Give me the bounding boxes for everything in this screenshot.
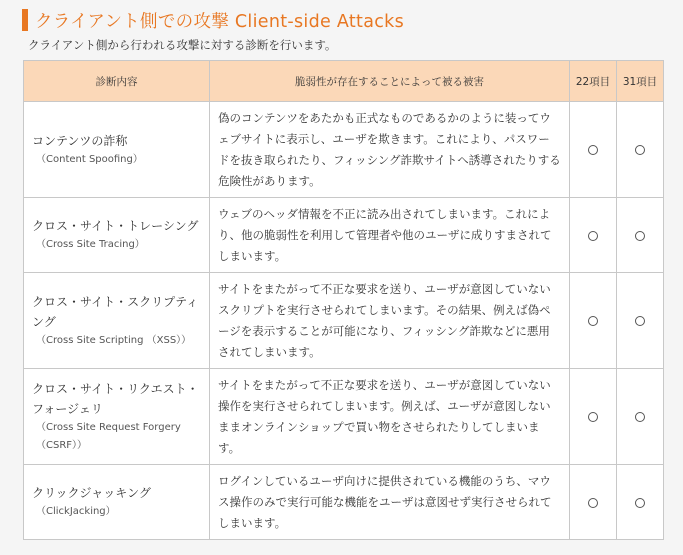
attack-name-en: （Cross Site Tracing） bbox=[36, 239, 145, 250]
included-circle-icon bbox=[635, 498, 645, 508]
included-circle-icon bbox=[635, 145, 645, 155]
heading-accent-bar bbox=[22, 9, 28, 31]
attack-description: サイトをまたがって不正な要求を送り、ユーザが意図していない操作を実行させられてしまいます。例えば、ユーザが意図しないままオンラインショップで買い物をさせられたりしてしまいます。 bbox=[210, 369, 570, 465]
section-title: クライアント側での攻撃 Client-side Attacks bbox=[35, 11, 404, 32]
attack-description: 偽のコンテンツをあたかも正式なものであるかのように装ってウェブサイトに表示し、ユーザを欺きます。これにより、パスワードを抜き取られたり、フィッシング詐欺サイトへ誘導されたりする危険性があります。 bbox=[210, 102, 570, 198]
mark-22-cell bbox=[570, 102, 617, 198]
table-header-row bbox=[24, 61, 664, 102]
mark-22-cell bbox=[570, 198, 617, 273]
included-circle-icon bbox=[588, 231, 598, 241]
included-circle-icon bbox=[588, 412, 598, 422]
attack-description: ウェブのヘッダ情報を不正に読み出されてしまいます。これにより、他の脆弱性を利用して管理者や他のユーザに成りすまされてしまいます。 bbox=[210, 198, 570, 273]
attack-description: サイトをまたがって不正な要求を送り、ユーザが意図していないスクリプトを実行させられてしまいます。その結果、例えば偽ページを表示することが可能になり、フィッシング詐欺などに悪用されてしまいます。 bbox=[210, 273, 570, 369]
table-row bbox=[24, 273, 664, 369]
mark-22-cell bbox=[570, 273, 617, 369]
attack-name-en: （Cross Site Scripting （XSS）） bbox=[36, 334, 192, 346]
mark-31-cell bbox=[617, 273, 664, 369]
attack-name-ja: クロス・サイト・スクリプティング bbox=[32, 294, 199, 329]
included-circle-icon bbox=[635, 231, 645, 241]
header-name: 診断内容 bbox=[24, 61, 210, 102]
attack-name-en: （ClickJacking） bbox=[36, 506, 116, 517]
included-circle-icon bbox=[635, 412, 645, 422]
header-22-items: 22項目 bbox=[570, 61, 617, 102]
attack-name-cell bbox=[24, 273, 210, 369]
header-31-items: 31項目 bbox=[617, 61, 664, 102]
attack-name-ja: クロス・サイト・トレーシング bbox=[32, 219, 199, 233]
attack-name-cell bbox=[24, 465, 210, 540]
attack-name-cell bbox=[24, 102, 210, 198]
attack-name-ja: クロス・サイト・リクエスト・フォージェリ bbox=[32, 381, 199, 416]
attack-name-en: （Content Spoofing） bbox=[36, 153, 143, 165]
included-circle-icon bbox=[588, 316, 598, 326]
table-row bbox=[24, 465, 664, 540]
mark-31-cell bbox=[617, 369, 664, 465]
section-heading bbox=[22, 8, 404, 32]
attack-name-cell bbox=[24, 198, 210, 273]
attack-name-cell bbox=[24, 369, 210, 465]
mark-22-cell bbox=[570, 369, 617, 465]
mark-31-cell bbox=[617, 102, 664, 198]
table-row bbox=[24, 369, 664, 465]
mark-31-cell bbox=[617, 198, 664, 273]
section-intro: クライアント側から行われる攻撃に対する診断を行います。 bbox=[28, 38, 337, 52]
header-impact: 脆弱性が存在することによって被る被害 bbox=[210, 61, 570, 102]
included-circle-icon bbox=[635, 316, 645, 326]
included-circle-icon bbox=[588, 498, 598, 508]
attack-description: ログインしているユーザ向けに提供されている機能のうち、マウス操作のみで実行可能な機能をユーザは意図せず実行させられてしまいます。 bbox=[210, 465, 570, 540]
included-circle-icon bbox=[588, 145, 598, 155]
mark-22-cell bbox=[570, 465, 617, 540]
attack-name-ja: クリックジャッキング bbox=[32, 486, 151, 500]
attack-name-ja: コンテンツの詐称 bbox=[32, 133, 128, 148]
attack-name-en: （Cross Site Request Forgery（CSRF）） bbox=[36, 421, 181, 451]
table-row bbox=[24, 198, 664, 273]
table-row bbox=[24, 102, 664, 198]
attacks-table bbox=[23, 60, 664, 540]
mark-31-cell bbox=[617, 465, 664, 540]
